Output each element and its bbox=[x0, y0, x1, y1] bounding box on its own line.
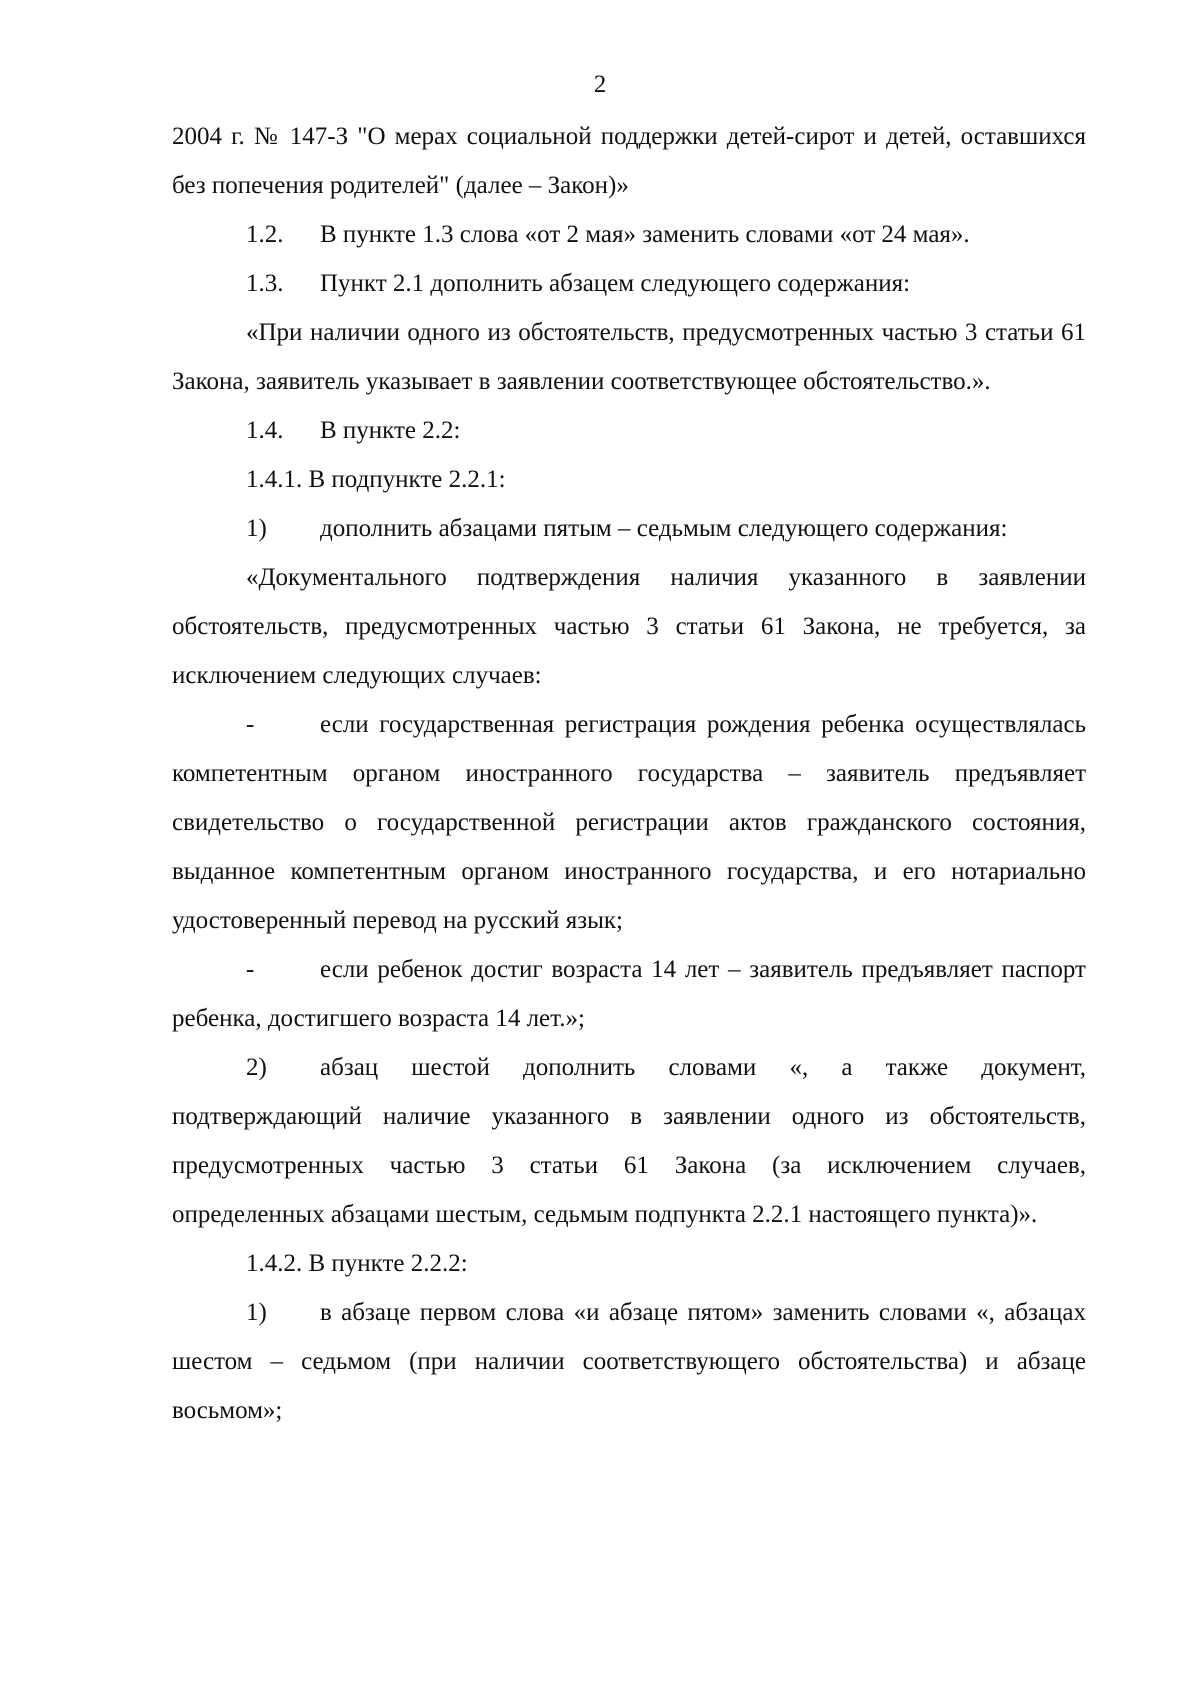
paragraph-text: В пункте 2.2: bbox=[320, 417, 461, 444]
dash-marker: - bbox=[246, 711, 255, 738]
paragraph-text: В пункте 1.3 слова «от 2 мая» заменить словами «от 24 мая». bbox=[320, 221, 970, 248]
paragraph-dash-age bbox=[172, 945, 1086, 1043]
item-marker: 1.3. bbox=[246, 270, 284, 297]
item-marker: 2) bbox=[246, 1054, 267, 1081]
paragraph-1-4-2: 1.4.2. В пункте 2.2.2: bbox=[246, 1250, 468, 1277]
item-marker: 1.2. bbox=[246, 221, 284, 248]
paragraph-1-2 bbox=[172, 210, 1086, 259]
dash-marker: - bbox=[246, 956, 255, 983]
paragraph-dash-foreign bbox=[172, 700, 1086, 945]
page-number: 2 bbox=[593, 71, 607, 98]
paragraph-quote-circumstance: «При наличии одного из обстоятельств, предусмотренных частью 3 статьи 61 Закона, заявитель указывает в заявлении соответствующее обстоятельство.». bbox=[172, 319, 1086, 395]
paragraph-sub-1 bbox=[172, 504, 1086, 553]
paragraph-text: дополнить абзацами пятым – седьмым следующего содержания: bbox=[320, 515, 1008, 542]
paragraph-sub-2 bbox=[172, 1043, 1086, 1239]
paragraph-law-reference: 2004 г. № 147-З "О мерах социальной поддержки детей-сирот и детей, оставшихся без попечения родителей" (далее – Закон)» bbox=[172, 123, 1086, 199]
paragraph-sub-1b bbox=[172, 1288, 1086, 1435]
item-marker: 1) bbox=[246, 1299, 267, 1326]
paragraph-text: в абзаце первом слова «и абзаце пятом» заменить словами «, абзацах шестом – седьмом (при наличии соответствующего обстоятельства) и абзаце восьмом»; bbox=[172, 1299, 1086, 1424]
paragraph-text: если ребенок достиг возраста 14 лет – заявитель предъявляет паспорт ребенка, достигшего возраста 14 лет.»; bbox=[172, 956, 1086, 1032]
paragraph-1-4-1: 1.4.1. В подпункте 2.2.1: bbox=[246, 466, 506, 493]
paragraph-1-4 bbox=[172, 406, 1086, 455]
paragraph-text: если государственная регистрация рождения ребенка осуществлялась компетентным органом иностранного государства – заявитель предъявляет свидетельство о государственной регистрации актов гражданского состояния, выданное компетентным органом иностранного государства, и его нотариально удостоверенный перевод на русский язык; bbox=[172, 711, 1086, 934]
item-marker: 1) bbox=[246, 515, 267, 542]
paragraph-1-3 bbox=[172, 259, 1086, 308]
paragraph-text: Пункт 2.1 дополнить абзацем следующего содержания: bbox=[320, 270, 911, 297]
paragraph-text: абзац шестой дополнить словами «, а также документ, подтверждающий наличие указанного в заявлении одного из обстоятельств, предусмотренных частью 3 статьи 61 Закона (за исключением случаев, определенных абзацами шестым, седьмым подпункта 2.2.1 настоящего пункта)». bbox=[172, 1054, 1086, 1228]
paragraph-quote-documentary: «Документального подтверждения наличия указанного в заявлении обстоятельств, предусмотренных частью 3 статьи 61 Закона, не требуется, за исключением следующих случаев: bbox=[172, 564, 1086, 689]
document-body bbox=[172, 112, 1086, 1435]
item-marker: 1.4. bbox=[246, 417, 284, 444]
